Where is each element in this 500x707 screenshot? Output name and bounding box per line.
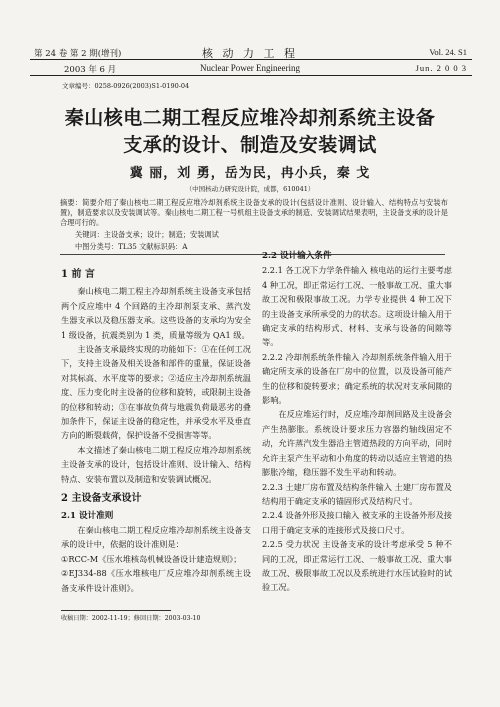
right-column bbox=[262, 249, 452, 595]
paper-title-line2: 支承的设计、制造及安装调试 bbox=[123, 134, 377, 156]
paragraph: 2.2.1 各工况下力学条件输入 核电站的运行主要考虑 4 种工况，即正常运行工况、一般事故工况、重大事故工况和极限事故工况。力学专业提供 4 种工况下的主设备支承所承受的力的状态。这项设计输入用于确定支承的结构形式、材料、支承与设备的间隙等等。 bbox=[262, 265, 452, 348]
header-volume-en: Vol. 24. S1 bbox=[429, 47, 467, 57]
article-number: 文章编号：0258-0926(2003)S1-0190-04 bbox=[62, 82, 190, 90]
header-date-en: Jun. 2 0 0 3 bbox=[415, 63, 467, 73]
footnote-dates: 收稿日期：2002-11-19；修回日期：2003-03-10 bbox=[61, 615, 201, 622]
classification-codes: 中图分类号：TL35 文献标识码：A bbox=[75, 242, 188, 251]
paragraph: 主设备支承最终实现的功能如下：①在任何工况下，支持主设备及相关设备和部件的重量，保证设备对其标高、水平度等的要求；②适应主冷却剂系统温度、压力变化时主设备的位移和旋转，或限制主设备的位移和转动；③在事故负荷与地震负荷最恶劣的叠加条件下，保证主设备的稳定性，并承受水平及垂直方向的断裂载荷，保护设备不受损害等等。 bbox=[61, 344, 251, 441]
header-journal-cn: 核 动 力 工 程 bbox=[202, 47, 298, 60]
paragraph: 2.2.3 土建厂房布置及结构条件输入 土建厂房布置及结构用于确定支承的锚固形式及结构尺寸。 bbox=[262, 481, 452, 506]
paragraph: 本文描述了秦山核电二期工程反应堆冷却剂系统主设备支承的设计，包括设计准则、设计输入、结构特点、安装布置以及制造和安装调试概况。 bbox=[61, 444, 251, 484]
affiliation: （中国核动力研究设计院，成都，610041） bbox=[185, 185, 315, 193]
keywords: 关键词：主设备支承；设计；制造；安装调试 bbox=[75, 230, 219, 239]
header-date-cn: 2003 年 6 月 bbox=[64, 65, 117, 75]
paragraph: 2.2.4 设备外形及接口输入 被支承的主设备外形及接口用于确定支承的连接形式及接口尺寸。 bbox=[262, 510, 452, 535]
header-journal-en: Nuclear Power Engineering bbox=[200, 63, 300, 73]
section-heading-design: 2 主设备支承设计 bbox=[61, 493, 142, 505]
paragraph: 秦山核电二期工程主冷却剂系统主设备支承包括两个反应堆中 4 个回路的主冷却剂泵支承、蒸汽发生器支承以及稳压器支承。这些设备的支承均为安全 1 级设备，抗震类别为 1 类，质量等级为 QA1 级。 bbox=[61, 286, 251, 340]
subsection-heading-inputs: 2.2 设计输入条件 bbox=[262, 251, 332, 261]
footnote-rule bbox=[61, 610, 171, 611]
left-column bbox=[61, 262, 251, 595]
list-item: ①RCC-M《压水堆核岛机械设备设计建造规则》； bbox=[61, 553, 242, 564]
header-rule-thick bbox=[30, 75, 472, 76]
paragraph: 2.2.5 受力状况 主设备支承的设计考虑承受 5 种不同的工况，即正常运行工况、一般事故工况、重大事故工况、极限事故工况以及系统进行水压试验时的试验工况。 bbox=[262, 539, 452, 593]
paragraph: 2.2.2 冷却剂系统条件输入 冷却剂系统条件输入用于确定所支承的设备在厂房中的位置，以及设备可能产生的位移和旋转要求；确定系统的状况对支承间隙的影响。 bbox=[262, 351, 452, 406]
paragraph: 在秦山核电二期工程反应堆冷却剂系统主设备支承的设计中，依据的设计准则是： bbox=[61, 524, 251, 550]
subsection-heading-criteria: 2.1 设计准则 bbox=[61, 510, 114, 521]
author-list: 冀 丽，刘 勇，岳为民，冉小兵，秦 戈 bbox=[129, 166, 371, 181]
list-item: ②EJ334-88《压水堆核电厂反应堆冷却剂系统主设备支承件设计准则》。 bbox=[61, 568, 251, 593]
header-rule-thin bbox=[30, 59, 472, 60]
paper-title-line1: 秦山核电二期工程反应堆冷却剂系统主设备 bbox=[64, 107, 436, 129]
paragraph: 在反应堆运行时，反应堆冷却剂回路及主设备会产生热膨胀。系统设计要求压力容器约轴线固定不动，允许蒸汽发生器沿主管道热段的方向平动，同时允许主泵产生平动和小角度的转动以适应主管道的热膨胀冷缩，稳压器不发生平动和转动。 bbox=[262, 409, 452, 478]
section-heading-intro: 1 前 言 bbox=[61, 269, 95, 280]
header-volume-issue: 第 24 卷 第 2 期(增刊) bbox=[34, 49, 122, 59]
abstract: 摘要：简要介绍了秦山核电二期工程反应堆冷却剂系统主设备支承的设计(包括设计准则、设计输入、结构特点与安装布置)，制造要求以及安装调试等。秦山核电二期工程一号机组主设备支承的制造、安装调试结果表明，主设备支承的设计是合理可行的。 bbox=[60, 198, 448, 227]
